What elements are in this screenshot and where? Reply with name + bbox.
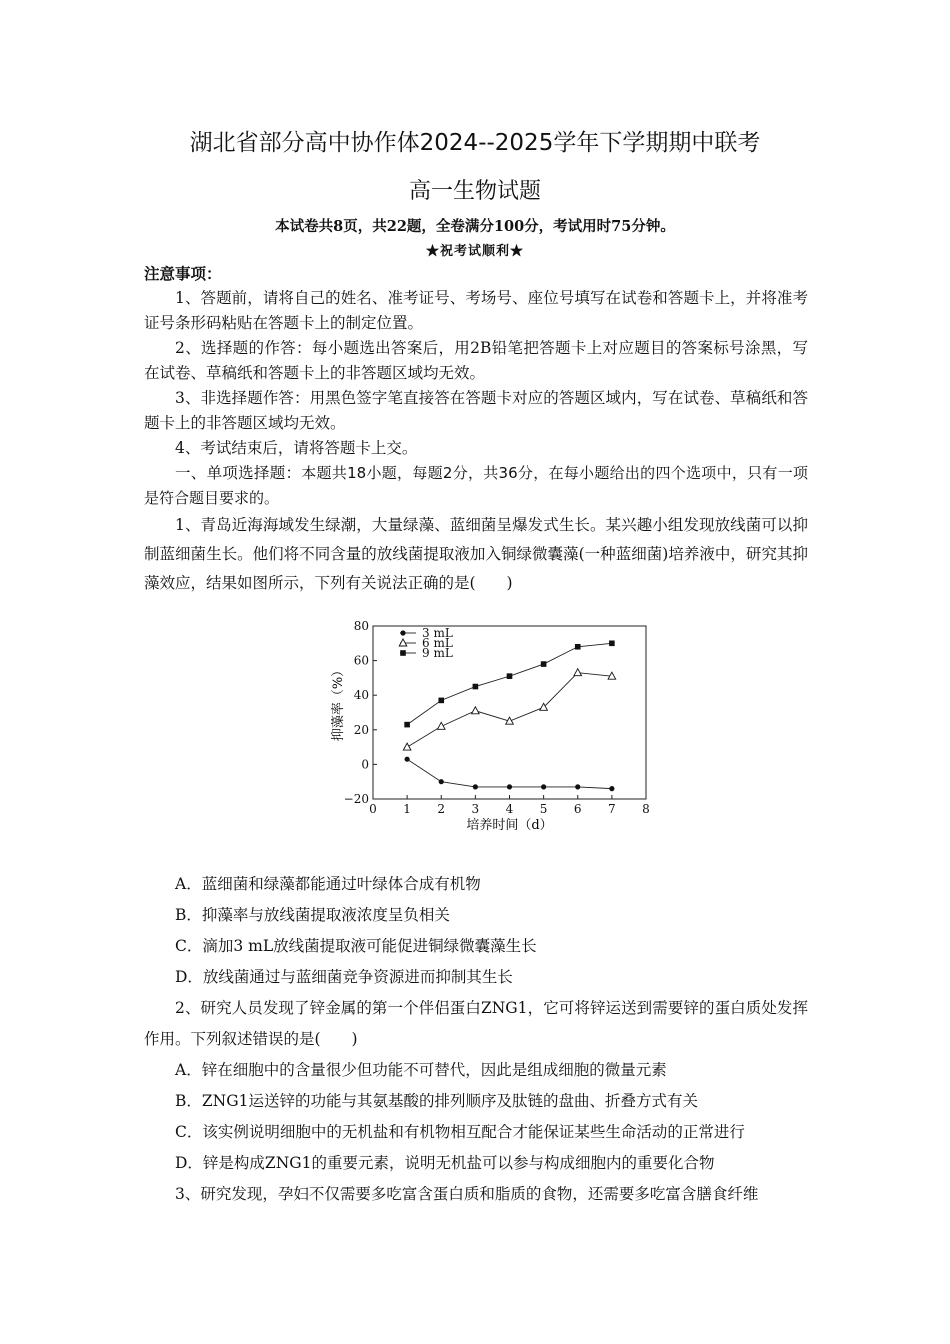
data-point bbox=[439, 779, 444, 784]
series-line-6mL bbox=[407, 673, 612, 747]
x-tick-label: 6 bbox=[573, 802, 582, 816]
question-stem-1: 1、青岛近海海域发生绿潮，大量绿藻、蓝细菌呈爆发式生长。某兴趣小组发现放线菌可以抑制蓝细菌生长。他们将不同含量的放线菌提取液加入铜绿微囊藻(一种蓝细菌)培养液中，研究其抑藻效应，结果如图所示，下列有关说法正确的是( ) bbox=[144, 516, 808, 592]
data-point bbox=[609, 641, 615, 647]
note-item: 1、答题前，请将自己的姓名、准考证号、考场号、座位号填写在试卷和答题卡上，并将准考证号条形码粘贴在答题卡上的制定位置。 bbox=[144, 289, 808, 332]
chart-ylabel: 抑藻率（%） bbox=[331, 663, 346, 742]
q1-option-a: A．蓝细菌和绿藻都能通过叶绿体合成有机物 bbox=[175, 875, 481, 893]
legend-label: 3 mL bbox=[422, 626, 453, 640]
x-tick-label: 5 bbox=[539, 802, 548, 816]
note-item: 3、非选择题作答：用黑色签字笔直接答在答题卡对应的答题区域内，写在试卷、草稿纸和答题卡上的非答题区域均无效。 bbox=[144, 389, 808, 432]
section-prefix: 一、单项选择题： bbox=[175, 464, 302, 482]
legend-marker bbox=[400, 630, 405, 635]
y-tick-label: −20 bbox=[343, 792, 369, 806]
chart-legend bbox=[399, 626, 453, 660]
q2-option-c: C．该实例说明细胞中的无机盐和有机物相互配合才能保证某些生命活动的正常进行 bbox=[175, 1123, 745, 1141]
q2-option-b: B．ZNG1运送锌的功能与其氨基酸的排列顺序及肽链的盘曲、折叠方式有关 bbox=[175, 1092, 698, 1110]
exam-wish: ★祝考试顺利★ bbox=[425, 244, 524, 259]
x-tick-label: 7 bbox=[608, 802, 616, 816]
note-item: 2、选择题的作答：每小题选出答案后，用2B铅笔把答题卡上对应题目的答案标号涂黑，写在试卷、草稿纸和答题卡上的非答题区域均无效。 bbox=[144, 339, 808, 382]
data-point bbox=[473, 684, 479, 690]
data-point bbox=[609, 786, 614, 791]
legend-label: 9 mL bbox=[422, 646, 453, 660]
x-tick-label: 4 bbox=[505, 802, 514, 816]
q2-option-d: D．锌是构成ZNG1的重要元素，说明无机盐可以参与构成细胞内的重要化合物 bbox=[175, 1154, 715, 1172]
data-point bbox=[405, 757, 410, 762]
exam-info: 本试卷共8页，共22题，全卷满分100分，考试用时75分钟。 bbox=[275, 218, 675, 235]
x-tick-label: 2 bbox=[437, 802, 446, 816]
legend-marker bbox=[400, 650, 406, 656]
inhibition-rate-chart bbox=[330, 614, 660, 844]
data-point bbox=[507, 673, 513, 679]
chart-axes bbox=[373, 626, 646, 799]
question-stem-2: 2、研究人员发现了锌金属的第一个伴侣蛋白ZNG1，它可将锌运送到需要锌的蛋白质处发挥作用。下列叙述错误的是( ) bbox=[144, 999, 808, 1048]
q2-option-a: A．锌在细胞中的含量很少但功能不可替代，因此是组成细胞的微量元素 bbox=[175, 1061, 667, 1079]
data-point bbox=[575, 784, 580, 789]
section-header bbox=[144, 461, 808, 511]
data-point bbox=[541, 784, 546, 789]
x-tick-label: 1 bbox=[403, 802, 411, 816]
notes-block bbox=[144, 261, 808, 598]
exam-subtitle: 高一生物试题 bbox=[408, 179, 541, 204]
q1-option-b: B．抑藻率与放线菌提取液浓度呈负相关 bbox=[175, 906, 450, 924]
y-tick-label: 20 bbox=[353, 722, 369, 737]
data-point bbox=[438, 698, 444, 704]
question-stem-3: 3、研究发现，孕妇不仅需要多吃富含蛋白质和脂质的食物，还需要多吃富含膳食纤维 bbox=[175, 1185, 759, 1203]
data-point bbox=[575, 644, 581, 650]
data-point bbox=[472, 707, 480, 714]
questions-block bbox=[144, 869, 808, 1210]
legend-label: 6 mL bbox=[422, 636, 453, 650]
data-point bbox=[437, 722, 445, 729]
x-tick-label: 8 bbox=[642, 802, 650, 816]
section-desc: 本题共18小题，每题2分，共36分，在每小题给出的四个选项中，只有一项是符合题目要求的。 bbox=[144, 464, 808, 507]
y-tick-label: 0 bbox=[361, 757, 369, 772]
y-tick-label: 80 bbox=[353, 619, 369, 633]
exam-title: 湖北省部分高中协作体2024--2025学年下学期期中联考 bbox=[189, 130, 761, 156]
legend-marker bbox=[399, 639, 407, 646]
data-point bbox=[507, 784, 512, 789]
data-point bbox=[404, 722, 410, 728]
data-point bbox=[541, 661, 547, 667]
data-point bbox=[574, 669, 582, 676]
chart-xlabel: 培养时间（d） bbox=[466, 818, 553, 833]
series-line-3mL bbox=[407, 759, 612, 788]
q1-option-c: C．滴加3 mL放线菌提取液可能促进铜绿微囊藻生长 bbox=[175, 937, 537, 955]
data-point bbox=[473, 784, 478, 789]
y-tick-label: 40 bbox=[353, 688, 369, 703]
notes-heading: 注意事项： bbox=[144, 264, 222, 283]
chart-series bbox=[403, 641, 615, 792]
x-tick-label: 0 bbox=[369, 802, 377, 816]
data-point bbox=[403, 743, 411, 750]
plot-frame bbox=[373, 626, 646, 799]
q1-option-d: D．放线菌通过与蓝细菌竞争资源进而抑制其生长 bbox=[175, 968, 513, 986]
x-tick-label: 3 bbox=[471, 802, 480, 816]
y-tick-label: 60 bbox=[353, 653, 369, 668]
note-item: 4、考试结束后，请将答题卡上交。 bbox=[175, 439, 418, 457]
